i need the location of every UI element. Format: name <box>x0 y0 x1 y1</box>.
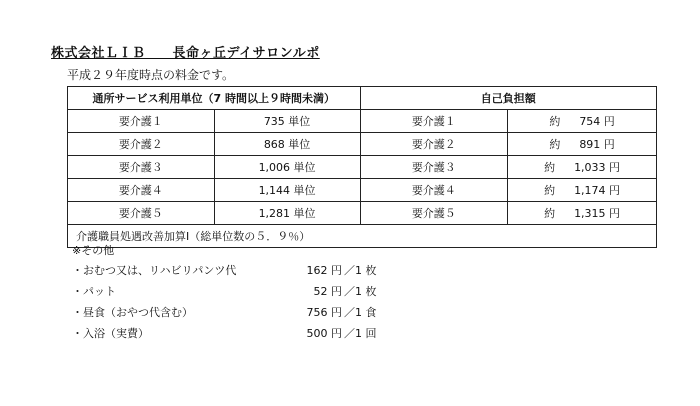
care-level-cell: 要介護５ <box>360 202 508 225</box>
charge-price: 500 円 <box>306 327 342 340</box>
approx-prefix: 約 <box>549 138 561 151</box>
care-level-cell: 要介護１ <box>68 110 215 133</box>
care-level-cell: 要介護５ <box>68 202 215 225</box>
table-row <box>68 110 657 133</box>
approx-prefix: 約 <box>544 184 556 197</box>
copay-cell <box>508 179 657 202</box>
charge-label: ・入浴（実費） <box>72 327 149 340</box>
charge-label: ・パット <box>72 285 116 298</box>
charge-label: ・昼食（おやつ代含む） <box>72 306 193 319</box>
charge-unit: ／1 食 <box>344 306 377 319</box>
charge-unit: ／1 枚 <box>344 264 377 277</box>
list-item <box>72 262 392 283</box>
care-level-cell: 要介護３ <box>68 156 215 179</box>
charge-unit: ／1 枚 <box>344 285 377 298</box>
fee-table-header-row <box>68 87 657 110</box>
care-level-cell: 要介護３ <box>360 156 508 179</box>
approx-prefix: 約 <box>544 161 556 174</box>
service-units-header: 通所サービス利用単位（7 時間以上９時間未満） <box>68 87 361 110</box>
units-cell: 735 単位 <box>214 110 360 133</box>
copay-amount: 1,033 円 <box>574 161 621 174</box>
charge-price: 162 円 <box>306 264 342 277</box>
copay-cell <box>508 156 657 179</box>
units-cell: 868 単位 <box>214 133 360 156</box>
table-row <box>68 202 657 225</box>
care-level-cell: 要介護２ <box>360 133 508 156</box>
care-level-cell: 要介護１ <box>360 110 508 133</box>
fee-table <box>67 86 657 248</box>
copay-cell <box>508 133 657 156</box>
other-charges-title: ※その他 <box>72 244 115 257</box>
table-footer-row <box>68 225 657 248</box>
units-cell: 1,281 単位 <box>214 202 360 225</box>
approx-prefix: 約 <box>544 207 556 220</box>
copay-amount: 1,315 円 <box>574 207 621 220</box>
copay-amount: 754 円 <box>579 115 615 128</box>
charge-unit: ／1 回 <box>344 327 377 340</box>
list-item <box>72 283 392 304</box>
units-cell: 1,006 単位 <box>214 156 360 179</box>
table-row <box>68 156 657 179</box>
care-level-cell: 要介護４ <box>360 179 508 202</box>
copay-header: 自己負担額 <box>360 87 657 110</box>
care-staff-bonus-note: 介護職員処遇改善加算Ⅰ（総単位数の５．９％） <box>68 225 657 248</box>
units-cell: 1,144 単位 <box>214 179 360 202</box>
facility-heading: 株式会社ＬＩＢ 長命ヶ丘デイサロンルポ <box>51 46 320 61</box>
copay-cell <box>508 202 657 225</box>
fee-year-note: 平成２９年度時点の料金です。 <box>67 68 235 82</box>
table-row <box>68 133 657 156</box>
copay-amount: 1,174 円 <box>574 184 621 197</box>
copay-cell <box>508 110 657 133</box>
charge-label: ・おむつ又は、リハビリパンツ代 <box>72 264 237 277</box>
table-row <box>68 179 657 202</box>
list-item <box>72 325 392 346</box>
charge-price: 756 円 <box>306 306 342 319</box>
charge-price: 52 円 <box>313 285 342 298</box>
care-level-cell: 要介護２ <box>68 133 215 156</box>
other-charges-list <box>72 262 392 346</box>
care-level-cell: 要介護４ <box>68 179 215 202</box>
list-item <box>72 304 392 325</box>
copay-amount: 891 円 <box>579 138 615 151</box>
approx-prefix: 約 <box>549 115 561 128</box>
